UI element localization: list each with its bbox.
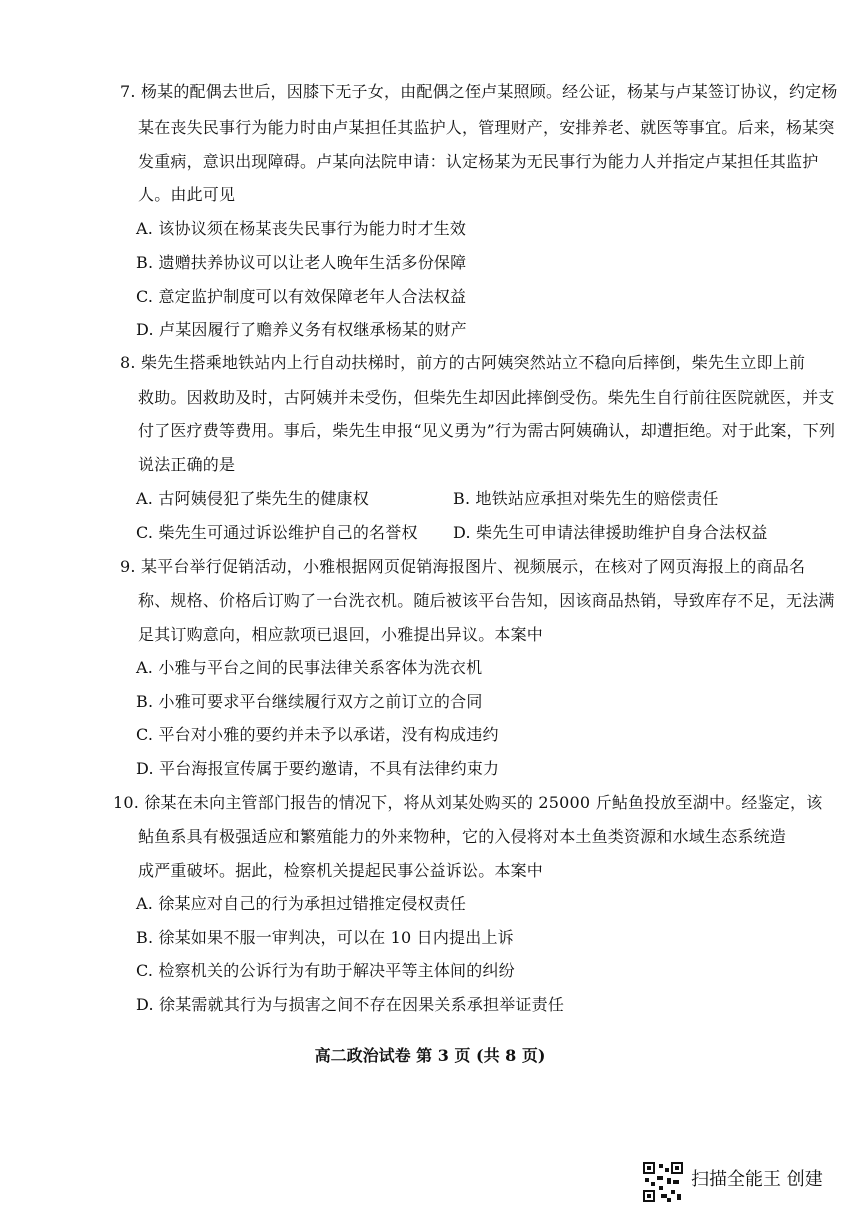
option-a: A. 徐某应对自己的行为承担过错推定侵权责任 <box>136 894 467 913</box>
question-stem-line: 人。由此可见 <box>138 185 236 204</box>
option-b: B. 徐某如果不服一审判决，可以在 10 日内提出上诉 <box>136 928 514 947</box>
option-d: D. 徐某需就其行为与损害之间不存在因果关系承担举证责任 <box>136 995 565 1014</box>
scanner-watermark <box>643 1160 843 1200</box>
option-c: C. 检察机关的公诉行为有助于解决平等主体间的纠纷 <box>136 961 515 980</box>
question-stem-line: 足其订购意向，相应款项已退回，小雅提出异议。本案中 <box>138 625 544 644</box>
question-stem-line: 鲇鱼系具有极强适应和繁殖能力的外来物种，它的入侵将对本土鱼类资源和水域生态系统造 <box>138 827 787 846</box>
option-c: C. 柴先生可通过诉讼维护自己的名誉权 <box>136 523 418 542</box>
option-a: A. 小雅与平台之间的民事法律关系客体为洗衣机 <box>136 658 483 677</box>
page-footer: 高二政治试卷 第 3 页 (共 8 页) <box>314 1046 546 1065</box>
watermark-text: 扫描全能王 创建 <box>691 1169 823 1190</box>
question-stem-line: 成严重破坏。据此，检察机关提起民事公益诉讼。本案中 <box>138 861 544 880</box>
option-d: D. 卢某因履行了赡养义务有权继承杨某的财产 <box>136 320 467 339</box>
option-d: D. 柴先生可申请法律援助维护自身合法权益 <box>453 523 768 542</box>
option-c: C. 平台对小雅的要约并未予以承诺，没有构成违约 <box>136 725 499 744</box>
option-b: B. 小雅可要求平台继续履行双方之前订立的合同 <box>136 692 483 711</box>
question-stem-line: 某在丧失民事行为能力时由卢某担任其监护人，管理财产，安排养老、就医等事宜。后来，杨某突 <box>138 118 835 137</box>
question-stem-line: 付了医疗费等费用。事后，柴先生申报“见义勇为”行为需古阿姨确认，却遭拒绝。对于此案，下列 <box>138 421 836 440</box>
option-a: A. 古阿姨侵犯了柴先生的健康权 <box>136 489 369 508</box>
question-stem-line: 说法正确的是 <box>138 455 236 474</box>
question-stem-line: 救助。因救助及时，古阿姨并未受伤，但柴先生却因此摔倒受伤。柴先生自行前往医院就医，并支 <box>138 388 835 407</box>
qr-code-icon <box>643 1162 683 1202</box>
option-b: B. 地铁站应承担对柴先生的赔偿责任 <box>453 489 719 508</box>
option-d: D. 平台海报宣传属于要约邀请，不具有法律约束力 <box>136 759 500 778</box>
question-stem-line: 称、规格、价格后订购了一台洗衣机。随后被该平台告知，因该商品热销，导致库存不足，无法满 <box>138 591 835 610</box>
question-stem-line: 7. 杨某的配偶去世后，因膝下无子女，由配偶之侄卢某照顾。经公证，杨某与卢某签订协议，约定杨 <box>120 82 838 101</box>
option-c: C. 意定监护制度可以有效保障老年人合法权益 <box>136 287 467 306</box>
question-stem-line: 10. 徐某在未向主管部门报告的情况下，将从刘某处购买的 25000 斤鲇鱼投放至湖中。经鉴定，该 <box>113 793 823 812</box>
option-a: A. 该协议须在杨某丧失民事行为能力时才生效 <box>136 219 467 238</box>
question-stem-line: 8. 柴先生搭乘地铁站内上行自动扶梯时，前方的古阿姨突然站立不稳向后摔倒，柴先生立即上前 <box>120 353 806 372</box>
question-stem-line: 9. 某平台举行促销活动，小雅根据网页促销海报图片、视频展示，在核对了网页海报上的商品名 <box>120 557 806 576</box>
option-b: B. 遗赠扶养协议可以让老人晚年生活多份保障 <box>136 253 467 272</box>
question-stem-line: 发重病，意识出现障碍。卢某向法院申请：认定杨某为无民事行为能力人并指定卢某担任其监护 <box>138 152 819 171</box>
